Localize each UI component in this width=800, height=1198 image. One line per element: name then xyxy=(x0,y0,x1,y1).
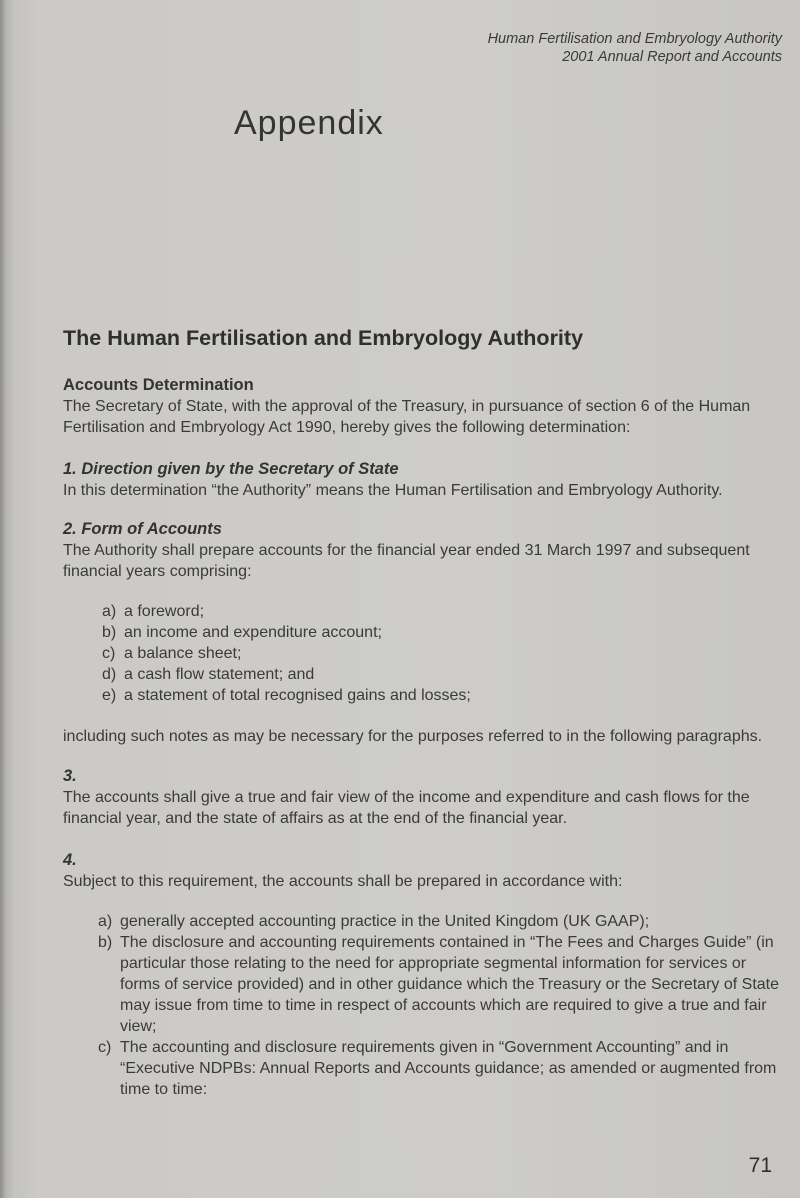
list-item xyxy=(102,601,782,622)
accounts-determination-heading: Accounts Determination xyxy=(63,376,254,394)
list-item-text: The disclosure and accounting requirements contained in “The Fees and Charges Guide” (in particular those relating to the need for appropriate segmental information for services or forms of service provided) and in other guidance which the Treasury or the Secretary of State may issue from time to time in respect of accounts which are required to give a true and fair view; xyxy=(120,934,779,1035)
section-3 xyxy=(63,766,783,829)
accounts-determination-text: The Secretary of State, with the approval of the Treasury, in pursuance of section 6 of the Human Fertilisation and Embryology Act 1990, hereby gives the following determination: xyxy=(63,398,751,436)
header-line-2: 2001 Annual Report and Accounts xyxy=(562,49,782,65)
list-item-text: generally accepted accounting practice in the United Kingdom (UK GAAP); xyxy=(120,913,650,930)
list-item-label: a) xyxy=(98,913,113,930)
list-item-label: a) xyxy=(102,603,117,620)
section-1 xyxy=(63,459,783,501)
section-3-text: The accounts shall give a true and fair view of the income and expenditure and cash flows for the financial year, and the state of affairs as at the end of the financial year. xyxy=(63,789,750,827)
appendix-title: Appendix xyxy=(234,104,384,142)
accounts-determination xyxy=(63,375,783,438)
list-item xyxy=(102,664,782,685)
section-4-text: Subject to this requirement, the accounts shall be prepared in accordance with: xyxy=(63,873,623,890)
list-item-label: e) xyxy=(102,687,117,704)
list-item-label: c) xyxy=(98,1039,112,1056)
list-item xyxy=(98,1037,782,1100)
section-2-closing-text: including such notes as may be necessary for the purposes referred to in the following paragraphs. xyxy=(63,728,763,745)
section-1-text: In this determination “the Authority” means the Human Fertilisation and Embryology Authority. xyxy=(63,482,723,499)
list-item-text: The accounting and disclosure requirements given in “Government Accounting” and in “Executive NDPBs: Annual Reports and Accounts guidance; as amended or augmented from time to time: xyxy=(120,1039,777,1098)
main-heading: The Human Fertilisation and Embryology Authority xyxy=(63,326,584,350)
section-4-heading: 4. xyxy=(63,851,77,869)
list-item-label: c) xyxy=(102,645,116,662)
section-3-heading: 3. xyxy=(63,767,77,785)
section-4-list xyxy=(98,911,782,1100)
section-4 xyxy=(63,850,783,892)
section-2-text: The Authority shall prepare accounts for the financial year ended 31 March 1997 and subsequent financial years comprising: xyxy=(63,542,750,580)
list-item-label: d) xyxy=(102,666,117,683)
page-binding-edge xyxy=(0,0,6,1198)
list-item xyxy=(98,932,782,1037)
list-item xyxy=(102,685,782,706)
list-item xyxy=(102,643,782,664)
running-header xyxy=(488,30,782,66)
section-2-heading: 2. Form of Accounts xyxy=(63,520,222,538)
section-2-closing xyxy=(63,726,783,747)
list-item-text: a statement of total recognised gains and losses; xyxy=(124,687,471,704)
header-line-1: Human Fertilisation and Embryology Authority xyxy=(487,31,782,47)
list-item-text: a foreword; xyxy=(124,603,205,620)
section-1-heading: 1. Direction given by the Secretary of State xyxy=(63,460,399,478)
list-item xyxy=(102,622,782,643)
list-item-text: an income and expenditure account; xyxy=(124,624,382,641)
page-number: 71 xyxy=(748,1154,772,1177)
list-item-label: b) xyxy=(98,934,113,951)
list-item-text: a balance sheet; xyxy=(124,645,242,662)
list-item-text: a cash flow statement; and xyxy=(124,666,315,683)
section-2-list xyxy=(102,601,782,706)
section-2 xyxy=(63,519,783,582)
list-item-label: b) xyxy=(102,624,117,641)
list-item xyxy=(98,911,782,932)
